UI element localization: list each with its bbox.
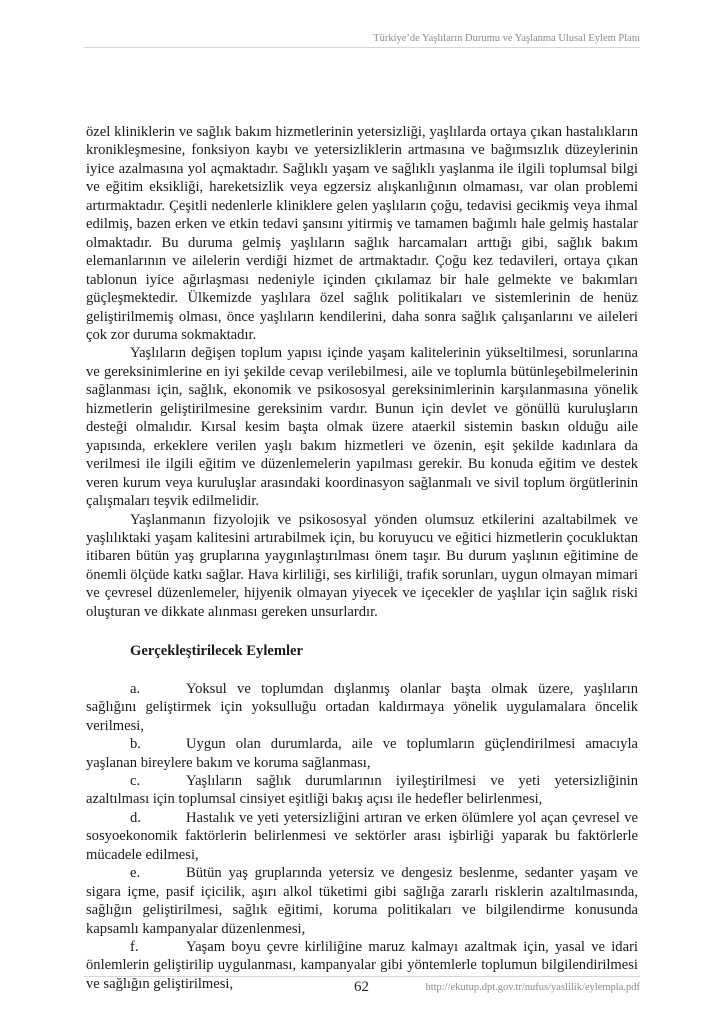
list-item-letter: d.: [130, 809, 141, 826]
paragraph: Yaşlıların değişen toplum yapısı içinde yaşam kalitelerinin yükseltilmesi, sorunlarına ve gereksinimlerine en iyi şekilde cevap verilebilmesi, aile ve toplumla bütünleşebilmelerinin sağlanması için, sağlık, ekonomik ve psikososyal gereksinimlerinin karşılanmasına yönelik hizmetlerin geliştirilmesine gereksinim vardır. Bunun için devlet ve gönüllü kuruluşların desteği olmalıdır. Kırsal kesim başta olmak üzere ataerkil sistemin baskın olduğu aile yapısında, erkeklere verilen yaşlı bakım hizmetleri ve özenin, eşit şekilde kadınlara da verilmesi ile ilgili eğitim ve düzenlemelerin yapılması gerekir. Bu konuda eğitim ve destek veren kurum veya kuruluşlar arasındaki koordinasyon sağlanmalı ve sivil toplum örgütlerinin çalışmaları teşvik edilmelidir.: [86, 345, 638, 510]
list-item-text: Uygun olan durumlarda, aile ve toplumların güçlendirilmesi amacıyla yaşlanan bireylere bakım ve koruma sağlanması,: [86, 736, 638, 771]
page-header: [84, 30, 640, 48]
list-item-letter: b.: [130, 736, 141, 753]
list-item-letter: f.: [130, 939, 139, 956]
source-url: http://ekutup.dpt.gov.tr/nufus/yaslilik/eylempla.pdf: [425, 982, 640, 993]
page-footer: [84, 976, 640, 995]
section-heading: Gerçekleştirilecek Eylemler: [130, 643, 304, 660]
spacer: [86, 661, 638, 680]
list-item: [86, 680, 638, 735]
list-item: [86, 809, 638, 864]
spacer: [86, 621, 638, 642]
list-item-letter: e.: [130, 865, 141, 882]
list-item: [86, 864, 638, 938]
list-item-text: Hastalık ve yeti yetersizliğini artıran ve erken ölümlere yol açan çevresel ve sosyoekonomik faktörlerin belirlenmesi ve sektörler arası işbirliği yaparak bu faktörlerle mücadele edilmesi,: [86, 809, 638, 863]
paragraph-continued: özel kliniklerin ve sağlık bakım hizmetlerinin yetersizliği, yaşlılarda ortaya çıkan hastalıkların kronikleşmesine, fonksiyon kaybı ve yetersizliklerin artmasına ve bağımsızlık düzeylerinin iyice azalmasına yol açmaktadır. Sağlıklı yaşam ve sağlıklı yaşlanma ile ilgili toplumsal bilgi ve eğitim eksikliği, hareketsizlik veya egzersiz alışkanlığının olmaması, var olan problemi artırmaktadır. Çeşitli nedenlerle kliniklere gelen yaşlıların çoğu, tedavisi gecikmiş veya ihmal edilmiş, bazen erken ve etkin tedavi şansını yitirmiş ve tamamen bağımlı hale gelmiş hastalar olmaktadır. Bu duruma gelmiş yaşlıların sağlık harcamaları arttığı gibi, sağlık bakım elemanlarının ve ailelerin verdiği hizmet de artmaktadır. Çoğu kez tedavileri, ortaya çıkan tablonun iyice ağırlaşması nedeniyle içinden çıkılamaz bir hale gelmekte ve bakımları güçleşmektedir. Ülkemizde yaşlılara özel sağlık politikaları ve sistemlerinin de henüz geliştirilmemiş olması, önce yaşlıların kendilerini, daha sonra sağlık çalışanlarını ve aileleri çok zor duruma sokmaktadır.: [86, 124, 638, 343]
page-number: 62: [354, 979, 369, 995]
list-item-text: Yaşam boyu çevre kirliliğine maruz kalmayı azaltmak için, yasal ve idari önlemlerin geliştirilip uygulanması, kampanyalar gibi yöntemlerle toplumun bilgilendirilmesi ve sağlığın geliştirilmesi,: [86, 939, 638, 992]
list-item: [86, 772, 638, 809]
paragraph: Yaşlanmanın fizyolojik ve psikososyal yönden olumsuz etkilerini azaltabilmek ve yaşlılıktaki yaşam kalitesini artırabilmek için, bu koruyucu ve eğitici hizmetlerin çocukluktan itibaren bütün yaş gruplarına yaygınlaştırılması önem taşır. Bu durum yaşlının eğitimine de önemli ölçüde katkı sağlar. Hava kirliliği, ses kirliliği, trafik sorunları, uygun olmayan mimari ve çevresel düzenlemeler, hijyenik olmayan yiyecek ve içecekler de yaşlılar için sağlık riski oluşturan ve dikkate alınması gereken unsurlardır.: [86, 511, 638, 620]
list-item-text: Yoksul ve toplumdan dışlanmış olanlar başta olmak üzere, yaşlıların sağlığını geliştirmek için yoksulluğu ortadan kaldırmaya yönelik uygulamalara öncelik verilmesi,: [86, 680, 638, 734]
document-body: [86, 123, 638, 993]
list-item-letter: c.: [130, 772, 141, 789]
list-item-letter: a.: [130, 680, 141, 697]
list-item-text: Bütün yaş gruplarında yetersiz ve dengesiz beslenme, sedanter yaşam ve sigara içme, pasif içicilik, aşırı alkol tüketimi gibi sağlığa zararlı risklerin azaltılmasında, sağlığın geliştirilmesi, sağlık eğitimi, koruma politikaları ve bilgilendirme konusunda kapsamlı kampanyalar düzenlenmesi,: [86, 865, 638, 937]
running-title: Türkiye’de Yaşlıların Durumu ve Yaşlanma Ulusal Eylem Planı: [373, 33, 640, 44]
list-item-text: Yaşlıların sağlık durumlarının iyileştirilmesi ve yeti yetersizliğinin azaltılması için toplumsal cinsiyet eşitliği bakış açısı ile hedefler belirlenmesi,: [86, 772, 638, 808]
list-item: [86, 735, 638, 772]
